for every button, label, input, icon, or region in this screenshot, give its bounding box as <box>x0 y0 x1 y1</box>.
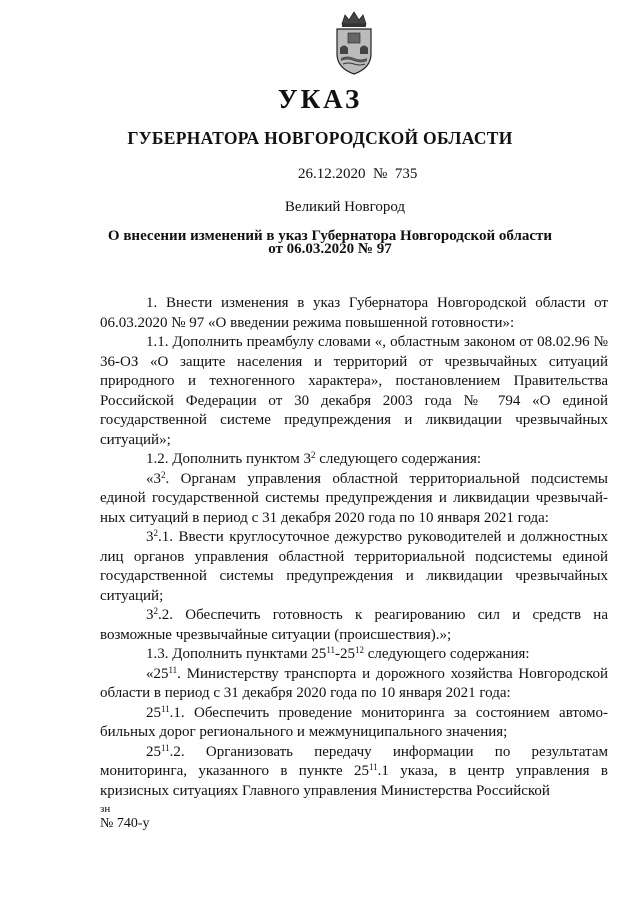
paragraph-1-1: 1.1. Дополнить преамбулу словами «, областным законом от 08.02.96 № 36-ОЗ «О защите населения и территорий от чрезвычайных ситуаций природного и техногенного характера», постановлением Правительства Российской Федерации от 30 декабря 2003 года № 794 «О единой государственной системе предупреждения и ликвидации чрезвычайных ситуаций»; <box>100 334 608 448</box>
document-type: УКАЗ <box>277 84 363 114</box>
document-date: 26.12.2020 <box>298 166 366 182</box>
novgorod-coat-of-arms-icon <box>331 10 377 76</box>
executor-initials: зн <box>100 803 111 815</box>
document-body <box>100 294 608 801</box>
city: Великий Новгород <box>284 199 406 215</box>
reference-number: № 740-у <box>100 816 150 831</box>
paragraph-25-11: «$25^{11}$. Министерству транспорта и дорожного хозяйства Новгородской области в период с 31 декабря 2020 года по 10 января 2021 года: <box>100 664 608 701</box>
paragraph-1: 1. Внести изменения в указ Губернатора Новгородской области от 06.03.2020 № 97 «О введении режима повышенной готовности»: <box>100 295 608 331</box>
paragraph-3-2-2: $3^2.2$. Обеспечить готовность к реагированию сил и средств на возможные чрезвычайные ситуации (происшествия).»; <box>100 606 608 643</box>
paragraph-3-2-1: $3^2.1$. Ввести круглосуточное дежурство руководителей и должностных лиц органов управления областной территориальной подсистемы единой государственной системы предупреждения и ликвидации чрезвычайных ситуаций; <box>100 528 608 604</box>
paragraph-25-11-2: $25^{11}.2$. Организовать передачу информации по результатам мониторинга, указанного в пункте $25^{11}.1$ указа, в центр управления в кризисных ситуациях Главного управления Министерства Российской <box>100 742 609 799</box>
paragraph-3-2: «$3^2$. Органам управления областной территориальной подсистемы единой государственной системы предупреждения и ликвидации чрезвычайных ситуаций в период с 31 декабря 2020 года по 10 января 2021 года: <box>100 469 608 526</box>
paragraph-1-3: 1.3. Дополнить пунктами $25^{11}-25^{12}$ следующего содержания: <box>146 645 530 662</box>
document-number: 735 <box>394 166 418 182</box>
issuer-title: ГУБЕРНАТОРА НОВГОРОДСКОЙ ОБЛАСТИ <box>127 128 513 148</box>
document-footer <box>100 803 150 833</box>
document-subject <box>70 230 590 256</box>
date-number-line <box>298 166 417 183</box>
subject-line-2: от 06.03.2020 № 97 <box>268 241 392 257</box>
paragraph-25-11-1: $25^{11}.1$. Обеспечить проведение мониторинга за состоянием автомобильных дорог регионального и межмуниципального значения; <box>100 703 608 740</box>
paragraph-1-2: 1.2. Дополнить пунктом $3^2$ следующего содержания: <box>146 450 482 467</box>
subject-line-1: О внесении изменений в указ Губернатора Новгородской области <box>107 228 553 244</box>
number-sign: № <box>373 166 388 182</box>
